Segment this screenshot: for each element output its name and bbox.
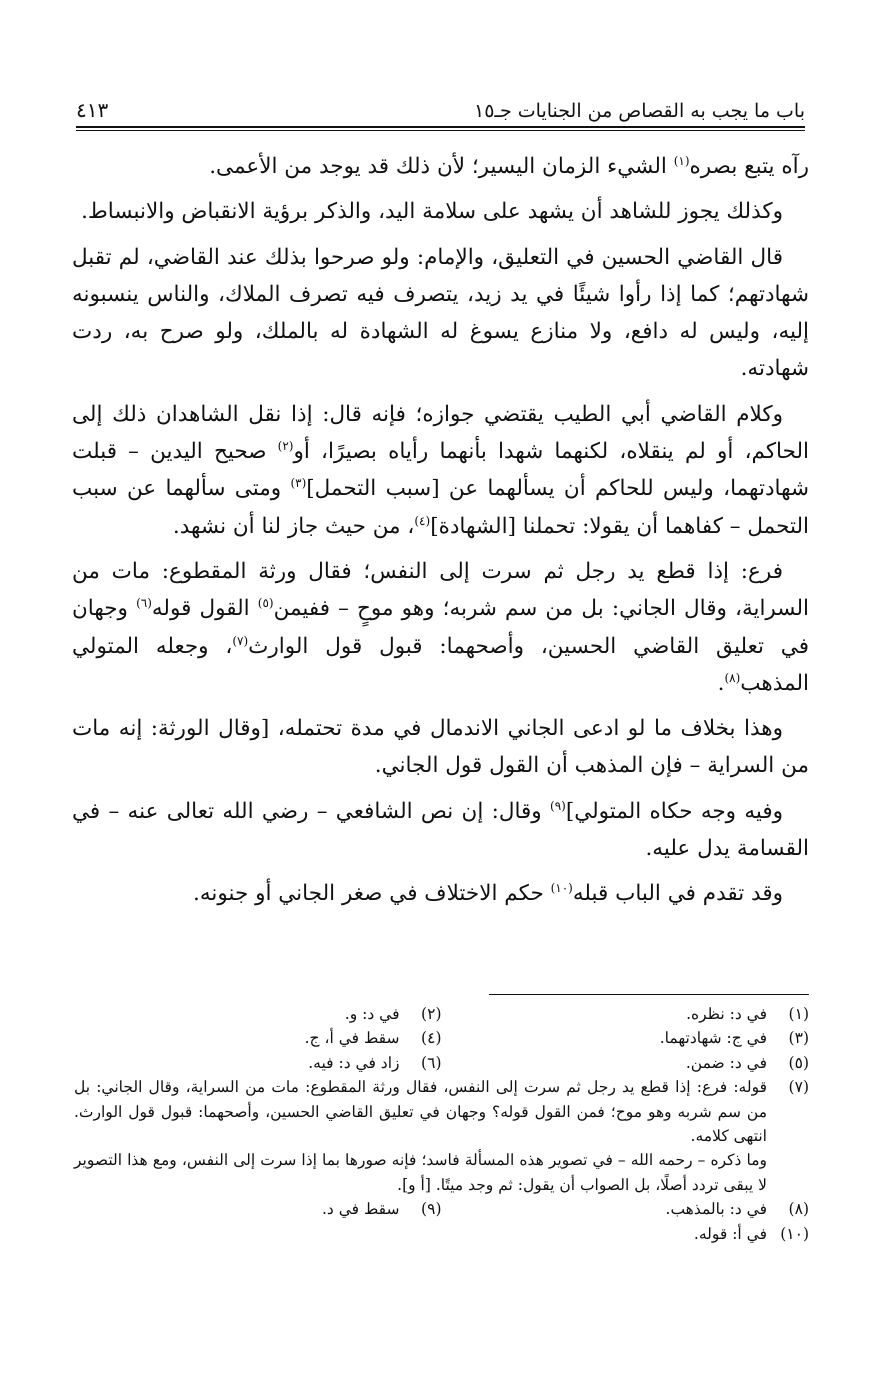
footnote-marker: (١٠) bbox=[550, 881, 573, 896]
footnote-1: (١) في د: نظره. bbox=[686, 1005, 809, 1023]
footnote-6: (٦) زاد في د: فيه. bbox=[308, 1053, 442, 1072]
footnote-2: (٢) في د: و. bbox=[344, 1005, 442, 1023]
footnote-marker: (٦) bbox=[136, 596, 152, 611]
footnote-3: (٣) في ج: شهادتهما. bbox=[659, 1029, 809, 1048]
paragraph-p1: رآه يتبع بصره$^{(١)}$ الشيء الزمان اليسير؛ لأن ذلك قد يوجد من الأعمى. bbox=[209, 153, 809, 179]
paragraph-p3: قال القاضي الحسين في التعليق، والإمام: ولو صرحوا بذلك عند القاضي، لم تقبل شهادتهم؛ كما إذا رأوا شيئًا في يد زيد، يتصرف فيه تصرف الملاك، والناس ينسبونه إليه، وليس له دافع، ولا منازع يسوغ له الشهادة له بالملك، ولو صرح به، ردت شهادته. bbox=[72, 244, 809, 382]
paragraph-p2: وكذلك يجوز للشاهد أن يشهد على سلامة اليد، والذكر برؤية الانقباض والانبساط. bbox=[81, 199, 783, 225]
footnote-marker: (٢) bbox=[277, 438, 294, 453]
paragraph-p4: وكلام القاضي أبي الطيب يقتضي جوازه؛ فإنه قال: إذا نقل الشاهدان ذلك إلى الحاكم، أو لم ينقلاه، لكنهما شهدا بأنهما رأياه بصيرًا، أو$^{(٢)}$ صحيح اليدين – قبلت شهادتهما، وليس للحاكم أن يسألهما عن [سبب التحمل]$^{(٣)}$ ومتى سألهما عن سبب التحمل – كفاهما أن يقولا: تحملنا [الشهادة]$^{(٤)}$، من حيث جاز لنا أن نشهد. bbox=[72, 401, 810, 539]
footnote-7-continuation: وما ذكره – رحمه الله – في تصوير هذه المسألة فاسد؛ فإنه صورها بما إذا سرت إلى النفس، ومع هذا التصوير لا يبقى تردد أصلًا، بل الصواب أن يقول: ثم وجد ميتًا. [أ و]. bbox=[74, 1151, 767, 1194]
footnote-marker: (٨) bbox=[724, 670, 741, 685]
footnotes bbox=[74, 1002, 809, 1246]
main-text bbox=[72, 148, 809, 921]
footnote-row bbox=[74, 1002, 809, 1026]
footnote-9: (٩) سقط في د. bbox=[321, 1200, 442, 1219]
footnote-8: (٨) في د: بالمذهب. bbox=[665, 1200, 809, 1219]
footnote-10: (١٠) في أ: قوله. bbox=[693, 1224, 809, 1243]
footnote-row bbox=[74, 1026, 809, 1050]
footnote-7: (٧) قوله: فرع: إذا قطع يد رجل ثم سرت إلى النفس، فقال ورثة المقطوع: مات من السراية، وقال الجاني: بل من سم شربه وهو موح؛ فمن القول قوله؟ وجهان في تعليق القاضي الحسين، وأصحهما: قبول قول الوارث. انتهى كلامه. bbox=[74, 1078, 809, 1146]
footnote-marker: (٩) bbox=[550, 798, 566, 813]
running-header bbox=[76, 86, 805, 122]
header-title: باب ما يجب به القصاص من الجنايات جـ١٥ bbox=[474, 100, 805, 122]
footnote-5: (٥) في د: ضمن. bbox=[685, 1053, 809, 1072]
footnote-marker: (٧) bbox=[232, 633, 249, 648]
paragraph-p8: وقد تقدم في الباب قبله$^{(١٠)}$ حكم الاختلاف في صغر الجاني أو جنونه. bbox=[193, 881, 783, 907]
footnote-row bbox=[74, 1051, 809, 1075]
footnote-row bbox=[74, 1222, 809, 1246]
paragraph-p7: وفيه وجه حكاه المتولي]$^{(٩)}$ وقال: إن نص الشافعي – رضي الله تعالى عنه – في القسامة يدل عليه. bbox=[72, 798, 809, 862]
paragraph-p6: وهذا بخلاف ما لو ادعى الجاني الاندمال في مدة تحتمله، [وقال الورثة: إنه مات من السراية – فإن المذهب أن القول قول الجاني. bbox=[72, 716, 809, 779]
footnote-marker: (٣) bbox=[290, 476, 307, 491]
footnote-rule bbox=[489, 994, 809, 995]
page-number: ٤١٣ bbox=[76, 98, 109, 122]
footnote-marker: (٤) bbox=[414, 513, 431, 528]
footnote-row bbox=[74, 1197, 809, 1221]
paragraph-p5: فرع: إذا قطع يد رجل ثم سرت إلى النفس؛ فقال ورثة المقطوع: مات من السراية، وقال الجاني: بل من سم شربه؛ وهو موحٍ – ففيمن$^{(٥)}$ القول قوله$^{(٦)}$ وجهان في تعليق القاضي الحسين، وأصحهما: قبول قول الوارث$^{(٧)}$، وجعله المتولي المذهب$^{(٨)}$. bbox=[72, 558, 810, 696]
footnote-4: (٤) سقط في أ، ج. bbox=[304, 1029, 442, 1048]
header-rule bbox=[76, 126, 805, 131]
footnote-marker: (٥) bbox=[257, 596, 274, 611]
footnote-marker: (١) bbox=[673, 153, 690, 168]
